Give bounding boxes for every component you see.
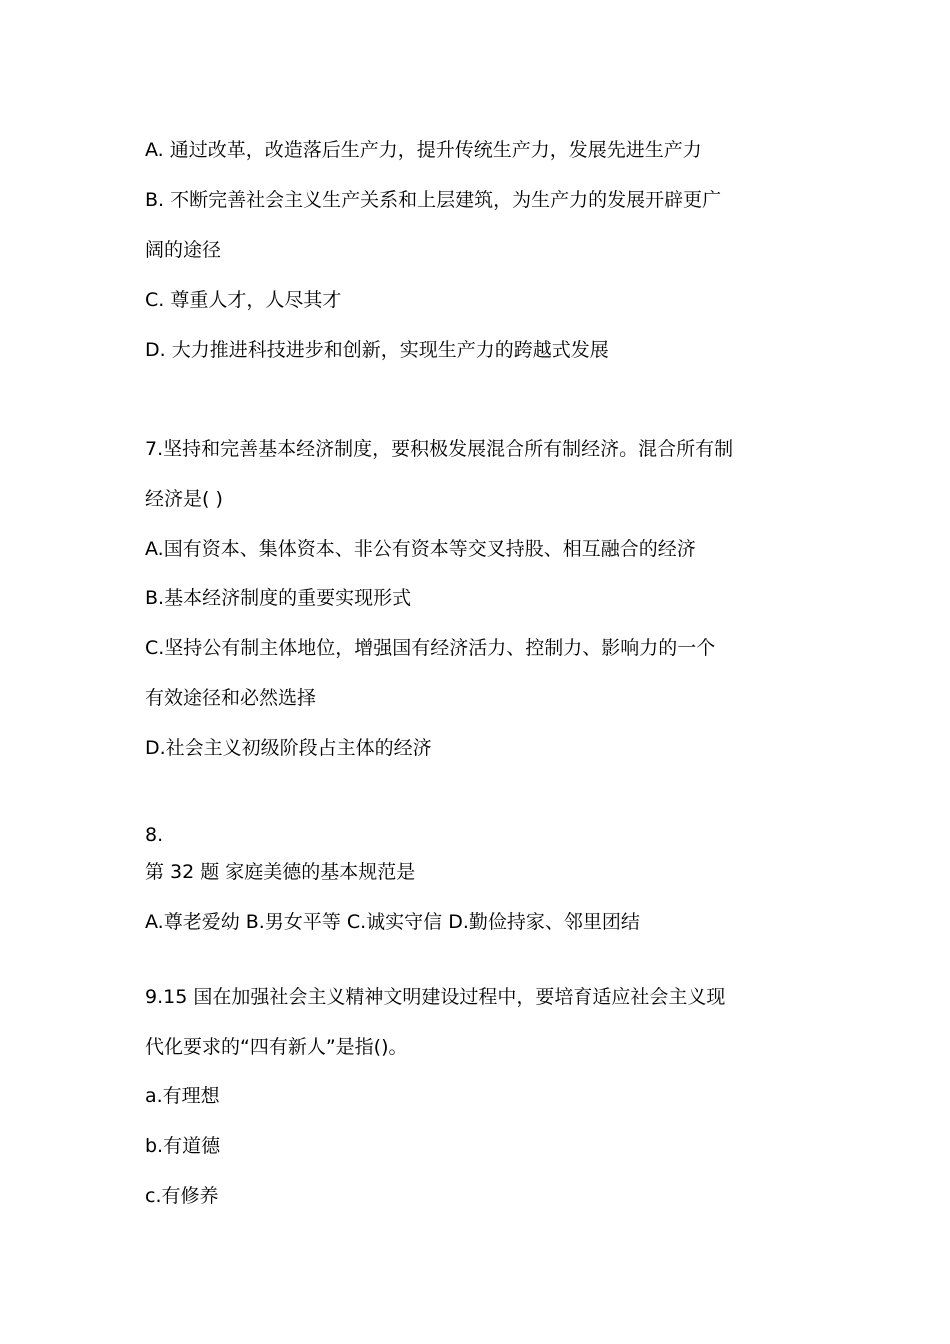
q9-option-b: b.有道德 bbox=[145, 1135, 221, 1157]
q6-option-a: A. 通过改革，改造落后生产力，提升传统生产力，发展先进生产力 bbox=[145, 139, 702, 161]
q7-option-c-line2: 有效途径和必然选择 bbox=[145, 687, 317, 709]
q7-option-c-line1: C.坚持公有制主体地位，增强国有经济活力、控制力、影响力的一个 bbox=[145, 637, 716, 659]
q6-option-b-line2: 阔的途径 bbox=[145, 239, 222, 261]
q7-option-b: B.基本经济制度的重要实现形式 bbox=[145, 587, 412, 609]
q9-option-a: a.有理想 bbox=[145, 1085, 220, 1107]
q9-option-c: c.有修养 bbox=[145, 1185, 219, 1207]
q6-option-b-line1: B. 不断完善社会主义生产关系和上层建筑，为生产力的发展开辟更广 bbox=[145, 189, 722, 211]
q9-stem-line2: 代化要求的“四有新人”是指()。 bbox=[145, 1036, 408, 1058]
q6-option-c: C. 尊重人才，人尽其才 bbox=[145, 289, 342, 311]
q8-stem: 第 32 题 家庭美德的基本规范是 bbox=[145, 861, 416, 883]
q8-number: 8. bbox=[145, 824, 164, 846]
q8-options: A.尊老爱幼 B.男女平等 C.诚实守信 D.勤俭持家、邻里团结 bbox=[145, 911, 640, 933]
q7-option-d: D.社会主义初级阶段占主体的经济 bbox=[145, 737, 432, 759]
q7-stem-line2: 经济是( ) bbox=[145, 488, 223, 510]
q7-stem-line1: 7.坚持和完善基本经济制度，要积极发展混合所有制经济。混合所有制 bbox=[145, 438, 734, 460]
q7-option-a: A.国有资本、集体资本、非公有资本等交叉持股、相互融合的经济 bbox=[145, 538, 696, 560]
q9-stem-line1: 9.15 国在加强社会主义精神文明建设过程中，要培育适应社会主义现 bbox=[145, 986, 726, 1008]
q6-option-d: D. 大力推进科技进步和创新，实现生产力的跨越式发展 bbox=[145, 339, 609, 361]
